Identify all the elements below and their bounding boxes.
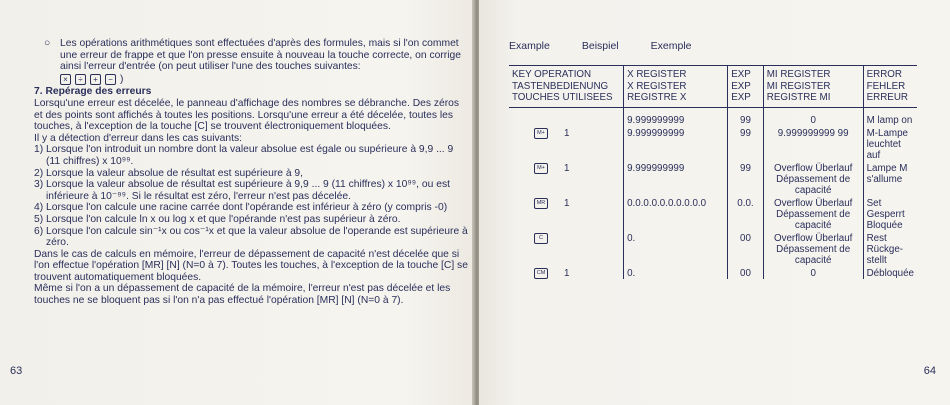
- paragraph-4: Même si l'on a un dépassement de capacité de la mémoire, l'erreur n'est pas décelée et les touches ne se bloquent pas si l'on n'a pas effectué l'opération [MR] [N] (N=0 à 7).: [34, 283, 451, 307]
- clear-key-icon: C: [534, 233, 548, 244]
- bullet-icon: ○: [44, 38, 51, 49]
- error-cases-list: [34, 144, 468, 248]
- left-text: [34, 38, 468, 307]
- table-row: 9.999999999 99 0 M lamp on: [509, 113, 917, 126]
- table-row: MR 1 0.0.0.0.0.0.0.0.0.0 0.0. Overflow Überlauf Dépassement de capacité Set Gesperrt Bloquée: [509, 196, 917, 231]
- table-header: [509, 66, 917, 108]
- table-row: CM 1 0. 00 0 Débloquée: [509, 266, 917, 279]
- m-plus-key-icon: M+: [534, 163, 548, 174]
- bullet-text: Les opérations arithmétiques sont effectuées d'après des formules, mais si l'on commet une erreur de frappe et que l'on presse ensuite à nouveau la touche correcte, on corrige ainsi l'erreur d'entrée (on peut utiliser l'une des touches suivantes:: [60, 38, 461, 73]
- list-item: 6) Lorsque l'on calcule sin⁻¹x ou cos⁻¹x et que la valeur absolue de l'operande est supérieure à zéro.: [34, 225, 468, 249]
- page-number-left: 63: [10, 365, 23, 377]
- table-row: M+ 1 9.999999999 99 9.999999999 99 M-Lampe leuchtet auf: [509, 126, 917, 161]
- header-error: ERROR FEHLER ERREUR: [863, 66, 917, 108]
- example-titles: [509, 40, 940, 52]
- list-item: 5) Lorsque l'on calcule ln x ou log x et que l'opérande n'est pas supérieur à zéro.: [34, 213, 401, 225]
- keys-close-paren: ): [120, 73, 124, 85]
- operator-keys: [60, 74, 468, 86]
- bullet-paragraph: [44, 38, 468, 73]
- page-number-right: 64: [923, 365, 936, 377]
- title-fr: Exemple: [650, 40, 692, 52]
- header-key-operation: KEY OPERATION TASTENBEDIENUNG TOUCHES UTILISEES: [509, 66, 624, 108]
- register-table: [509, 65, 917, 279]
- section-number: 7.: [34, 86, 43, 98]
- mr-key-icon: MR: [534, 198, 548, 209]
- list-item: 1) Lorsque l'on introduit un nombre dont la valeur absolue est égale ou supérieure à 9,9 ... 9 (11 chiffres) x 10⁹⁹.: [34, 144, 454, 167]
- multiply-key-icon: ×: [60, 74, 71, 85]
- header-x-register: X REGISTER X REGISTER REGISTRE X: [624, 66, 728, 108]
- paragraph-2: Il y a détection d'erreur dans les cas suivants:: [34, 132, 243, 144]
- list-item: 2) Lorsque la valeur absolue de résultat est supérieure à 9,: [34, 167, 304, 179]
- paragraph-1: Lorsqu'une erreur est décelée, le panneau d'affichage des nombres se débranche. Des zéros et des points sont affichés à toutes les positions. Lorsqu'une erreur a été décelée, toutes les touches, à l'exception de la touche [C] se trouvent électroniquement bloquées.: [34, 97, 460, 133]
- title-en: Example: [509, 40, 550, 52]
- table-row: C 0. 00 Overflow Überlauf Dépassement de capacité Rest Rückge-stellt: [509, 231, 917, 266]
- plus-key-icon: +: [90, 74, 101, 85]
- list-item: 3) Lorsque la valeur absolue de résultat est supérieure à 9,9 ... 9 (11 chiffres) x 10⁹⁹, ou est inférieure à 10⁻⁹⁹. Si le résultat est zéro, l'erreur n'est pas décelée.: [34, 179, 450, 202]
- header-exp: EXP EXP EXP: [728, 66, 764, 108]
- right-page: [479, 0, 950, 405]
- m-plus-key-icon: M+: [534, 128, 548, 139]
- section-title: Repérage des erreurs: [45, 86, 152, 98]
- cm-key-icon: CM: [534, 268, 548, 279]
- list-item: 4) Lorsque l'on calcule une racine carrée dont l'opérande est inférieur à zéro (y compris -0): [34, 202, 448, 214]
- title-de: Beispiel: [581, 40, 619, 52]
- section-heading: [34, 86, 468, 98]
- divide-key-icon: ÷: [75, 74, 86, 85]
- minus-key-icon: −: [105, 74, 116, 85]
- header-mi-register: MI REGISTER MI REGISTER REGISTRE MI: [763, 66, 863, 108]
- paragraph-3: Dans le cas de calculs en mémoire, l'erreur de dépassement de capacité n'est décelée que si l'on effectue l'opération [MR] [N] (N=0 à 7). Toutes les touches, à l'exception de la touche [C] se trouvent automatiquement bloquées.: [34, 248, 468, 283]
- table-row: M+ 1 9.999999999 99 Overflow Überlauf Dépassement de capacité Lampe M s'allume: [509, 161, 917, 196]
